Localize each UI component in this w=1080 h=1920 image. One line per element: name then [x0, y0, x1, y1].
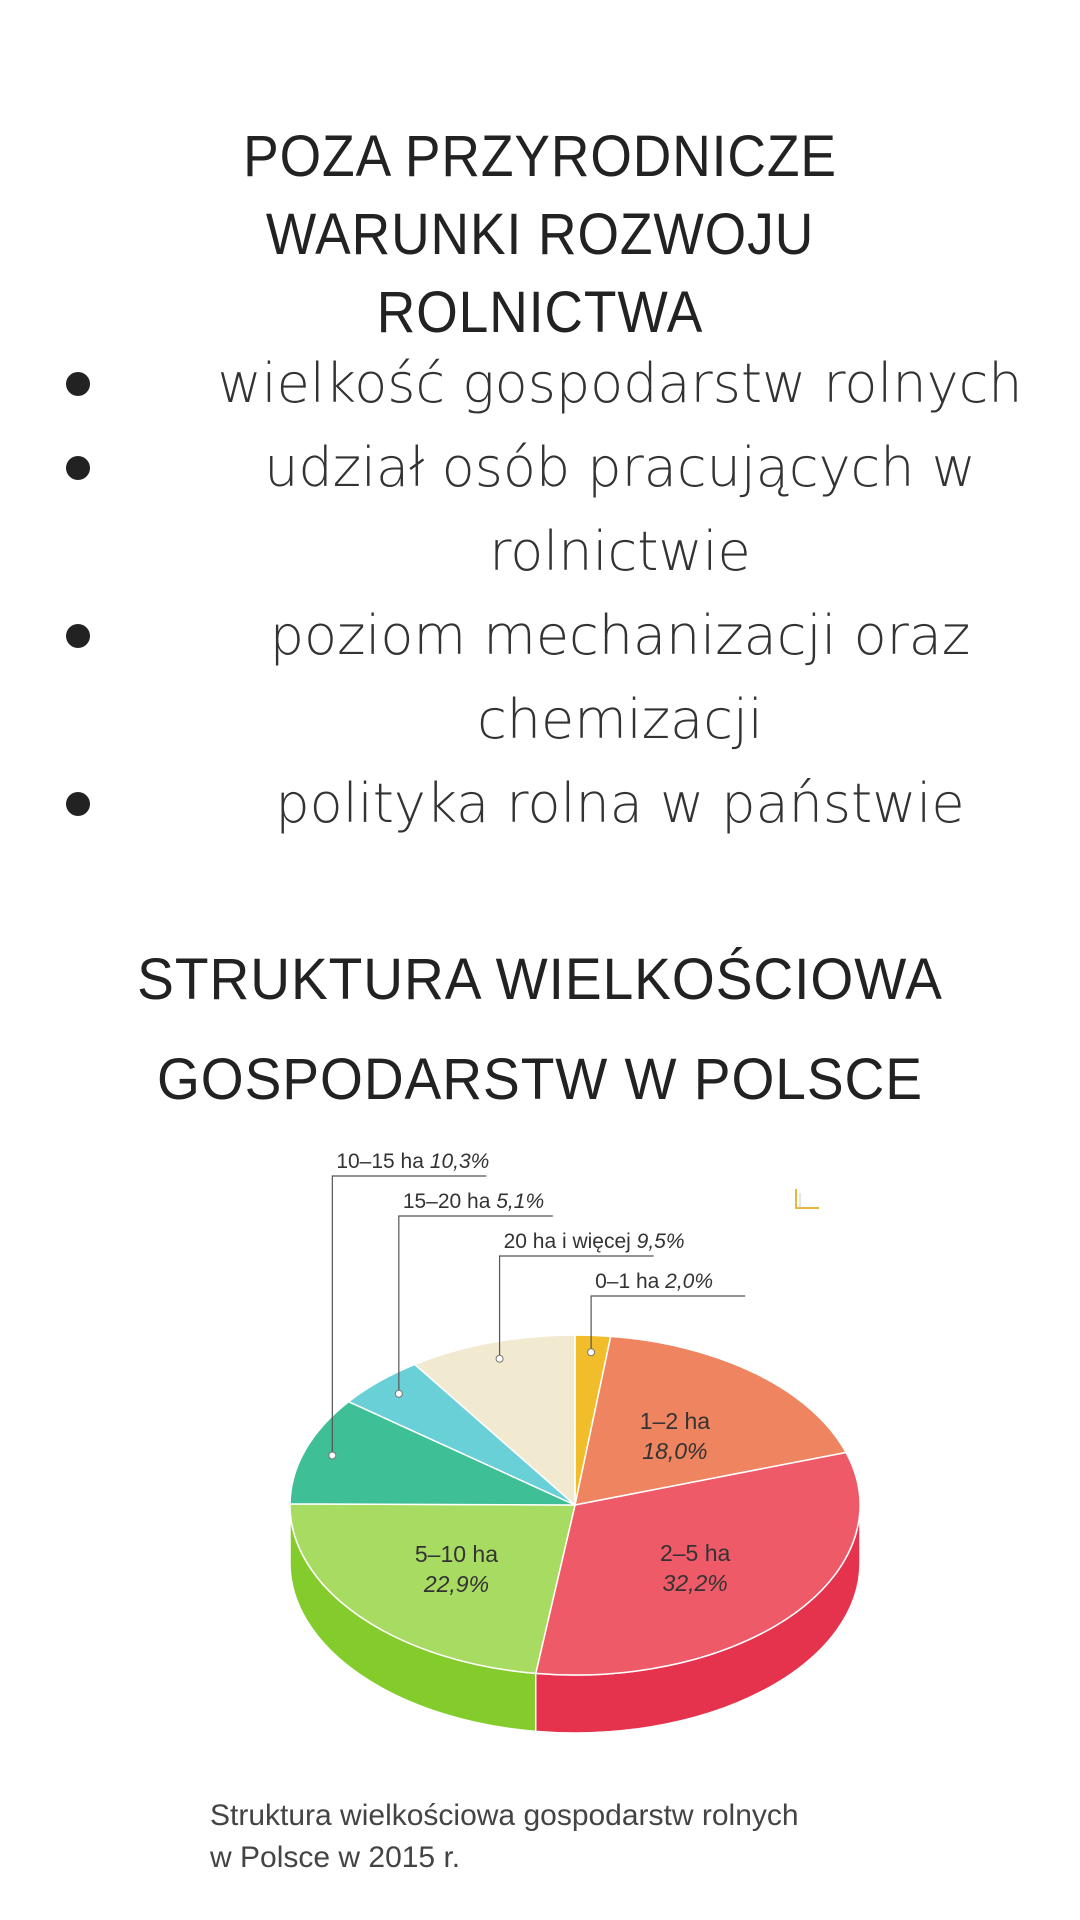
leader-dot-0-1-ha — [588, 1349, 595, 1356]
section-title-line-1: STRUKTURA WIELKOŚCIOWA — [137, 947, 943, 1012]
chart-caption-line-1: Struktura wielkościowa gospodarstw rolnych — [210, 1799, 799, 1832]
bullet-dot-icon — [66, 792, 90, 816]
slice-label-20-ha-i-wi-cej: 20 ha i więcej 9,5% — [503, 1230, 685, 1253]
list-item-text: udział osób pracujących w rolnictwie — [264, 436, 976, 583]
chart-caption-line-2: w Polsce w 2015 r. — [210, 1841, 461, 1874]
slice-value-10-15-ha: 10,3% — [429, 1150, 490, 1173]
list-item-text: polityka rolna w państwie — [275, 772, 965, 835]
slice-label-1-2-ha: 1–2 ha — [639, 1407, 711, 1434]
bullet-dot-icon — [66, 372, 90, 396]
slice-label-5-10-ha: 5–10 ha — [414, 1541, 499, 1568]
pie-slices — [290, 1335, 860, 1675]
slice-value-0-1-ha: 2,0% — [665, 1270, 714, 1293]
list-item — [0, 342, 1080, 426]
leader-dot-10-15-ha — [329, 1452, 336, 1459]
page-title-line-3: ROLNICTWA — [376, 280, 704, 345]
chart-caption — [210, 1795, 970, 1879]
slice-label-15-20-ha: 15–20 ha 5,1% — [402, 1190, 545, 1213]
slice-label-0-1-ha: 0–1 ha 2,0% — [595, 1270, 714, 1293]
list-item — [0, 762, 1080, 846]
list-item — [0, 594, 1080, 762]
bullet-dot-icon — [66, 456, 90, 480]
leader-dot-15-20-ha — [395, 1390, 402, 1397]
slice-value-2-5-ha: 32,2% — [662, 1570, 728, 1597]
list-item — [0, 426, 1080, 594]
section-title — [0, 930, 1080, 1130]
leader-dot-20-ha-i-wi-cej — [496, 1355, 503, 1362]
page-title — [0, 118, 1080, 352]
slice-value-5-10-ha: 22,9% — [423, 1571, 490, 1598]
slice-value-15-20-ha: 5,1% — [496, 1190, 545, 1213]
slice-value-1-2-ha: 18,0% — [642, 1437, 708, 1464]
bullet-dot-icon — [66, 624, 90, 648]
bullet-list — [0, 342, 1080, 846]
slice-value-20-ha-i-wi-cej: 9,5% — [636, 1230, 685, 1253]
list-item-text: poziom mechanizacji oraz chemizacji — [269, 604, 971, 751]
section-title-line-2: GOSPODARSTW W POLSCE — [156, 1047, 923, 1112]
pie-chart — [240, 1140, 880, 1760]
list-item-text: wielkość gospodarstw rolnych — [217, 352, 1023, 415]
slice-label-2-5-ha: 2–5 ha — [659, 1540, 731, 1567]
slice-label-10-15-ha: 10–15 ha 10,3% — [336, 1150, 490, 1173]
page-title-line-2: WARUNKI ROZWOJU — [265, 202, 815, 267]
page-title-line-1: POZA PRZYRODNICZE — [243, 124, 837, 189]
